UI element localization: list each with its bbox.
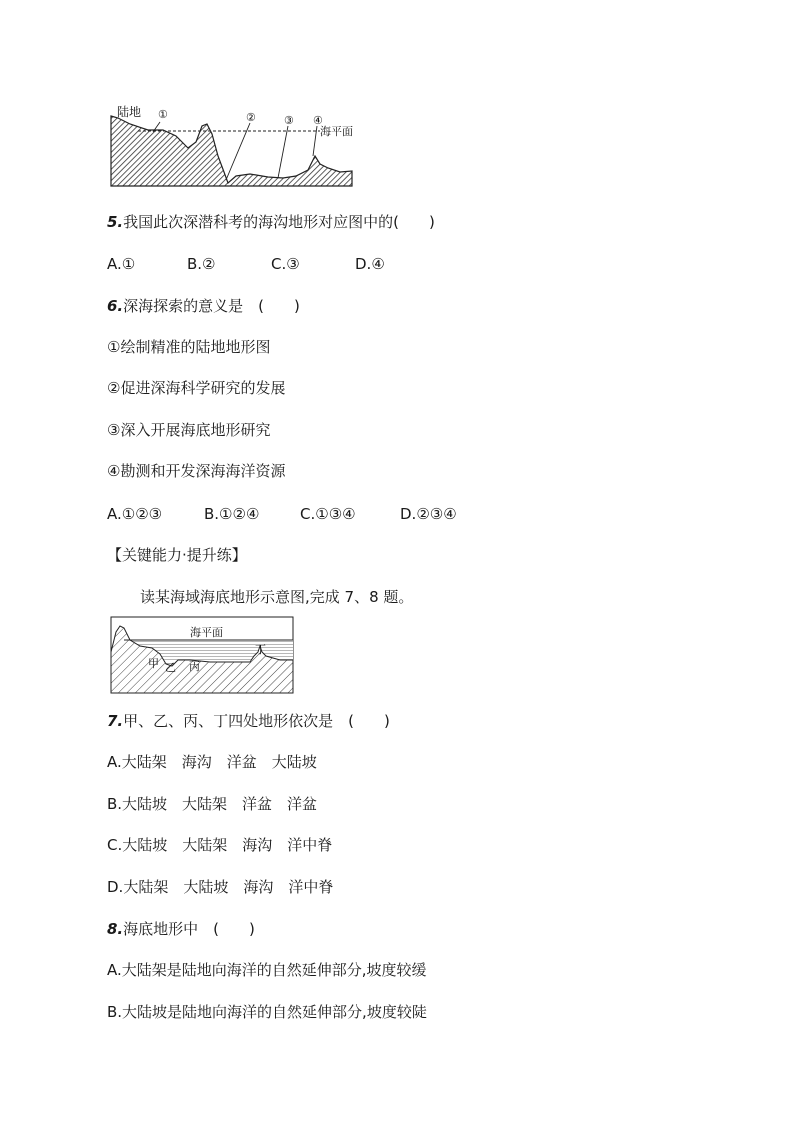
option-b: B.①②④	[204, 505, 260, 523]
marker-2: ②	[246, 111, 256, 124]
section-title: 【关键能力·提升练】	[107, 546, 247, 564]
marker-3: ③	[284, 114, 294, 127]
label-jia: 甲	[148, 657, 159, 670]
question-6	[107, 296, 300, 316]
option-c: C.③	[271, 255, 300, 273]
label-yi: 乙	[165, 661, 176, 674]
question-number: 6.	[107, 297, 124, 315]
option-d: D.大陆架 大陆坡 海沟 洋中脊	[107, 878, 334, 896]
question-5	[107, 212, 435, 232]
sea-level-label: 海平面	[190, 626, 223, 639]
marker-2-leader	[226, 123, 250, 180]
question-text: 深海探索的意义是 ( )	[123, 297, 300, 315]
option-b: B.②	[187, 255, 216, 273]
statement-3: ③深入开展海底地形研究	[107, 421, 271, 439]
option-b: B.大陆坡是陆地向海洋的自然延伸部分,坡度较陡	[107, 1003, 427, 1021]
seafloor-schematic-figure	[110, 616, 296, 696]
statement-2: ②促进深海科学研究的发展	[107, 379, 286, 397]
seafloor-profile-figure	[108, 104, 360, 188]
option-b: B.大陆坡 大陆架 洋盆 洋盆	[107, 795, 318, 813]
option-a: A.大陆架 海沟 洋盆 大陆坡	[107, 753, 317, 771]
label-ding: 丁	[255, 643, 266, 656]
option-c: C.①③④	[300, 505, 356, 523]
option-d: D.②③④	[400, 505, 457, 523]
marker-3-leader	[278, 126, 288, 178]
land-label: 陆地	[117, 105, 142, 119]
question-number: 8.	[107, 920, 124, 938]
option-c: C.大陆坡 大陆架 海沟 洋中脊	[107, 836, 333, 854]
question-text: 甲、乙、丙、丁四处地形依次是 ( )	[123, 712, 390, 730]
question-5-options	[107, 254, 385, 274]
marker-1: ①	[158, 108, 168, 121]
question-number: 5.	[107, 213, 124, 231]
statement-1: ①绘制精准的陆地地形图	[107, 338, 271, 356]
label-bing: 丙	[189, 660, 200, 673]
question-number: 7.	[107, 712, 124, 730]
option-a: A.①	[107, 255, 136, 273]
question-8	[107, 919, 255, 939]
option-d: D.④	[355, 255, 385, 273]
option-a: A.大陆架是陆地向海洋的自然延伸部分,坡度较缓	[107, 961, 427, 979]
question-7	[107, 711, 390, 731]
question-6-options	[107, 504, 457, 524]
statement-4: ④勘测和开发深海海洋资源	[107, 462, 286, 480]
sea-level-label: 海平面	[320, 125, 353, 138]
question-text: 海底地形中 ( )	[123, 920, 255, 938]
question-text: 我国此次深潜科考的海沟地形对应图中的( )	[123, 213, 435, 231]
marker-4: ④	[313, 114, 323, 127]
intro-text: 读某海域海底地形示意图,完成 7、8 题。	[140, 588, 414, 606]
option-a: A.①②③	[107, 505, 163, 523]
